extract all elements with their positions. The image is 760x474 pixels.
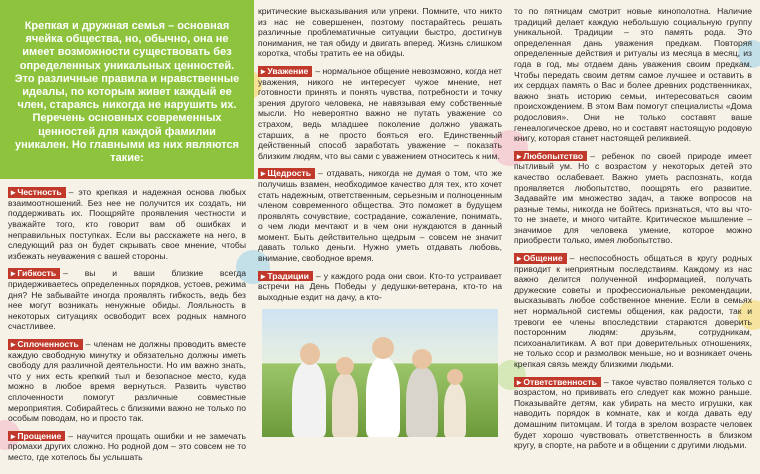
section-tag: ▸ Честность [8,187,66,198]
paragraph: критические высказывания или упреки. Помните, что никто из нас не совершенен, поэтому постарайтесь решать различные проблематичные ситуации быстро, достигнув понимания, не тая обиду и двигать вперед. Жизнь слишком коротка, чтобы тратить ее на обиды. [258,6,502,59]
paragraph: ▸ Общение – неспособность общаться в кругу родных приводит к неприятным последствиям. Каждому из нас важно делится полученной информацией, получать дружеские советы и профессиональные рекомендации, высказывать любое собственное мнение. Если в семьях нет нормальной системы общения, как радости, так и тревоги ее члены впоследствии стараются доверить посторонним людям: друзьям, сотрудникам, психоаналитикам. А вот при доверительных отношениях, не только ссор и размолвок меньше, но и возникает очень крепкая связь между близкими людьми. [514,253,752,369]
section-tag: ▸ Общение [514,253,567,264]
paragraph: ▸ Уважение – нормальное общение невозможно, когда нет уважения, никого не интересует чужое мнение, нет готовности принять и понять чувства, потребности и точку зрения другого человека, не навязывая ему собственные мысли. Но невероятно важно не путать уважение со страхом, ведь младшее поколение должно уважать старших, а не просто бояться его. Единственный действенный способ заработать уважение – показать близким людям, что вы сами с уважением относитесь к ним. [258,65,502,161]
paragraph: ▸ Прощение – научится прощать ошибки и не замечать промахи других сложно. Но родной дом – это совсем не то место, где хотелось бы услышать [8,430,246,462]
section-tag: ▸ Традиции [258,271,313,282]
column-middle [258,6,502,437]
paragraph: ▸ Традиции – у каждого рода они свои. Кто-то устраивает встречи на День Победы у дедушки-ветерана, кто-то на выходные ездит на дачу, а кто- [258,270,502,302]
section-tag: ▸ Сплоченность [8,339,83,350]
paragraph: то по пятницам смотрит новые кинополотна. Наличие традиций делает каждую небольшую социальную группу уникальной. Традиции – это память рода. Это определенная дань уважения предкам. Повторяя определенные действия и ритуалы из месяца в месяц, из года в год, мы отдаем дань уважения своим предкам. Чтобы передать своим детям самое лучшее и оставить в их сердцах память о Вас и более древних родственниках, важно знать историю семьи, интересоваться своим происхождением. В этом Вам помогут специалисты «Дома родословия». Они не только составят ваше генеалогическое древо, но и составят настоящую родовую книгу, которая станет настоящей реликвией. [514,6,752,144]
paragraph: ▸ Щедрость – отдавать, никогда не думая о том, что же получишь взамен, необходимое качество для тех, кто хочет стать надежным, ответственным, серьезным и полноценным членом современного общества. Это поможет в будущем проявлять сочувствие, сострадание, сожаление, понимать, о чем люди мечтают и в чем они нуждаются в данный момент. Быть действительно щедрым – совсем не значит давать только деньги. Нужно уметь отдавать любовь, внимание, свободное время. [258,168,502,264]
column-right [514,6,752,458]
section-tag: ▸ Прощение [8,431,65,442]
section-tag: ▸ Щедрость [258,168,315,179]
column-left [8,6,246,469]
family-photo [262,309,498,437]
paragraph: ▸ Сплоченность – членам не должны проводить вместе каждую свободную минутку и обязательно должны иметь свободу для различной деятельности. Но им важно знать, что у них есть крепкий тыл и безопасное место, куда можно в любое время вернуться. Развить чувство сплоченности помогут различные совместные мероприятия. Собирайтесь с близкими важно не только по особым поводам, но и просто так. [8,338,246,424]
paragraph: ▸ Ответственность – такое чувство появляется только с возрастом, но прививать его следует как можно раньше. Показывайте детям, как убирать на место игрушки, как наводить порядок в комнате, как и когда давать еду домашним питомцам. И тогда в зрелом возрасте человек будет хорошо чувствовать ответственность в близком кругу, в спорте, на работе и в общении с другими людьми. [514,376,752,451]
intro-banner: Крепкая и дружная семья – основная ячейка общества, но, обычно, она не имеет возможности существовать без определенных уникальных ценностей. Это различные правила и нравственные идеалы, по которым живет каждый ее член, стараясь никогда не нарушить их. Перечень основных современных ценностей для каждой фамилии уникален. Но главными из них являются такие: [0,0,254,179]
section-tag: ▸ Гибкость [8,268,60,279]
section-tag: ▸ Ответственность [514,377,601,388]
paragraph: ▸ Любопытство – ребенок по своей природе имеет пытливый ум. Но с возрастом у некоторых детей это качество ослабевает. Важно уметь распознать, когда проявляется любопытство, поощрять его развитие. Задавайте им множество задач, а также вопросов на разные темы, никогда не бойтесь признаться, что вы что-то не знаете, и много читайте. Критическое мышление – значимое для человека умение, которое можно приобрести только, имея любопытство. [514,150,752,246]
section-tag: ▸ Уважение [258,66,312,77]
section-tag: ▸ Любопытство [514,151,587,162]
paragraph: ▸ Гибкость – вы и ваши близкие всегда придерживаетесь определенных порядков, устоев, режима дня? Не забывайте иногда проявлять гибкость, ведь без нее могут возникать ненужные обиды. Лояльность в некоторых ситуациях освободит всех родных намного счастливее. [8,268,246,332]
paragraph: ▸ Честность – это крепкая и надежная основа любых взаимоотношений. Без нее не получится их создать, ни поддерживать их. Поощряйте проявления честности и уважайте того, кто говорит вам об ошибках и неправильных поступках. Если вы расскажете на него, в следующий раз он будет скрывать свое мнение, чтобы избежать неуважения с вашей стороны. [8,187,246,261]
